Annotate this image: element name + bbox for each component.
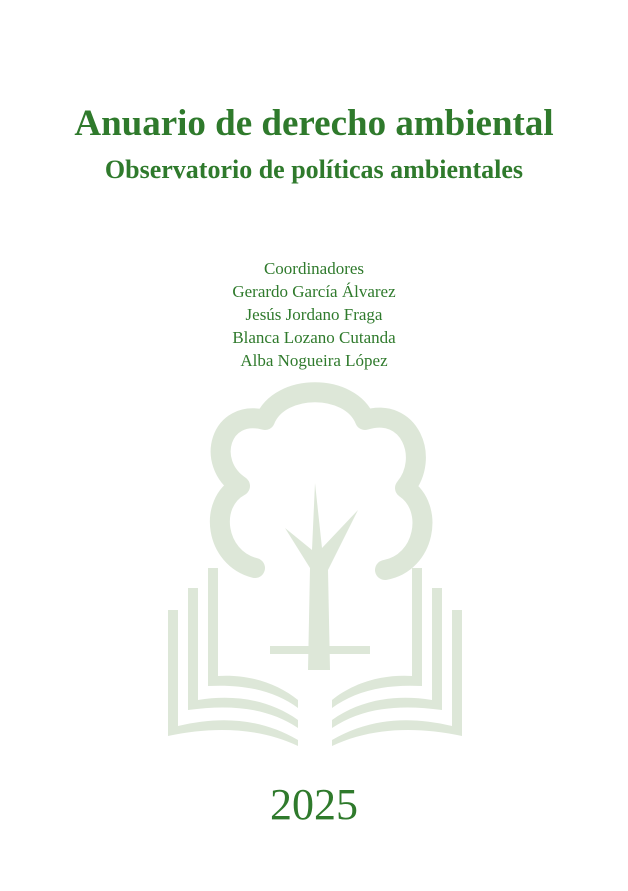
cover-subtitle: Observatorio de políticas ambientales: [104, 155, 524, 184]
coordinators-block: [0, 257, 628, 372]
coordinator-name: Blanca Lozano Cutanda: [232, 328, 396, 347]
publication-year: 2025: [270, 780, 358, 829]
coordinator-name: Gerardo García Álvarez: [232, 282, 396, 301]
cover-title: Anuario de derecho ambiental: [74, 103, 554, 144]
tree-book-icon: [160, 378, 470, 758]
coordinator-name: Alba Nogueira López: [240, 351, 388, 370]
coordinator-name: Jesús Jordano Fraga: [245, 305, 383, 324]
coordinators-label: Coordinadores: [263, 259, 365, 278]
